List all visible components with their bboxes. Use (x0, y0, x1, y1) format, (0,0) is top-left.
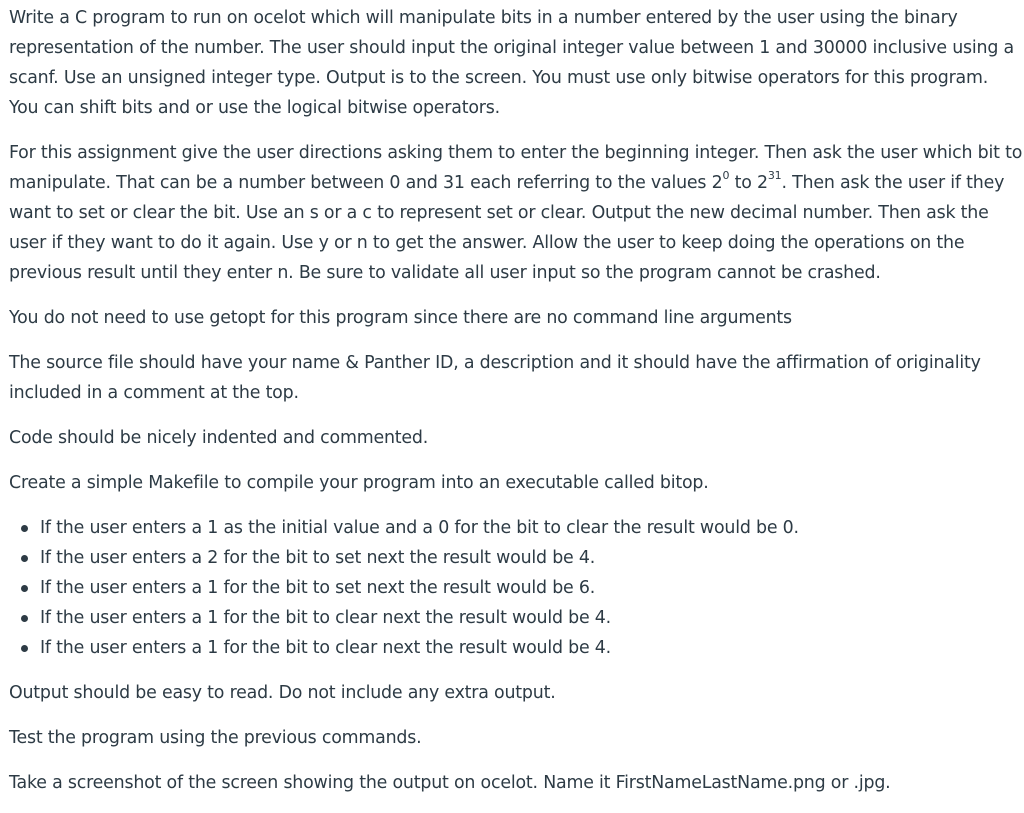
bullet-icon (21, 525, 28, 532)
paragraph-testing (9, 723, 1024, 753)
list-item-text: If the user enters a 1 for the bit to clear next the result would be 4. (40, 638, 611, 658)
text-line: Take a screenshot of the screen showing the output on ocelot. Name it FirstNameLastName.png or .jpg. (9, 773, 891, 793)
list-item-text: If the user enters a 2 for the bit to set next the result would be 4. (40, 548, 596, 568)
text-segment: to 2 (729, 173, 768, 193)
text-line: want to set or clear the bit. Use an s or a c to represent set or clear. Output the new decimal number. Then ask the (9, 203, 989, 223)
text-line: Test the program using the previous commands. (9, 728, 422, 748)
text-line: Code should be nicely indented and commented. (9, 428, 429, 448)
exponent-zero: 0 (722, 169, 730, 183)
text-line: The source file should have your name & Panther ID, a description and it should have the affirmation of originality (9, 353, 981, 373)
paragraph-makefile (9, 468, 1024, 498)
paragraph-screenshot-instructions (9, 768, 1024, 798)
list-item (9, 603, 1024, 633)
list-item (9, 633, 1024, 663)
list-item (9, 543, 1024, 573)
text-line: Create a simple Makefile to compile your program into an executable called bitop. (9, 473, 709, 493)
bullet-icon (21, 615, 28, 622)
text-line: For this assignment give the user directions asking them to enter the beginning integer. Then ask the user which bit to (9, 143, 1023, 163)
text-line-with-exponents (9, 168, 1024, 198)
list-item (9, 573, 1024, 603)
list-item-text: If the user enters a 1 for the bit to clear next the result would be 4. (40, 608, 611, 628)
text-segment: manipulate. That can be a number between 0 and 31 each referring to the values 2 (9, 173, 723, 193)
list-item-text: If the user enters a 1 for the bit to set next the result would be 6. (40, 578, 596, 598)
bullet-icon (21, 555, 28, 562)
paragraph-program-overview (9, 3, 1024, 123)
example-results-list (9, 513, 1024, 663)
text-line: previous result until they enter n. Be sure to validate all user input so the program cannot be crashed. (9, 263, 881, 283)
text-line: You can shift bits and or use the logical bitwise operators. (9, 98, 500, 118)
text-line: You do not need to use getopt for this program since there are no command line arguments (9, 308, 792, 328)
text-line: user if they want to do it again. Use y or n to get the answer. Allow the user to keep doing the operations on the (9, 233, 965, 253)
exponent-thirty-one: 31 (767, 169, 782, 183)
text-line: Write a C program to run on ocelot which will manipulate bits in a number entered by the user using the binary (9, 8, 958, 28)
paragraph-output-format (9, 678, 1024, 708)
assignment-document (9, 3, 1024, 813)
paragraph-code-style (9, 423, 1024, 453)
list-item (9, 513, 1024, 543)
paragraph-getopt-note (9, 303, 1024, 333)
text-line: representation of the number. The user should input the original integer value between 1 and 30000 inclusive using a (9, 38, 1014, 58)
paragraph-assignment-directions (9, 138, 1024, 288)
bullet-icon (21, 645, 28, 652)
text-segment: . Then ask the user if they (781, 173, 1005, 193)
text-line: included in a comment at the top. (9, 383, 299, 403)
text-line: scanf. Use an unsigned integer type. Output is to the screen. You must use only bitwise operators for this program. (9, 68, 989, 88)
list-item-text: If the user enters a 1 as the initial value and a 0 for the bit to clear the result would be 0. (40, 518, 799, 538)
paragraph-source-file-requirements (9, 348, 1024, 408)
bullet-icon (21, 585, 28, 592)
text-line: Output should be easy to read. Do not include any extra output. (9, 683, 556, 703)
